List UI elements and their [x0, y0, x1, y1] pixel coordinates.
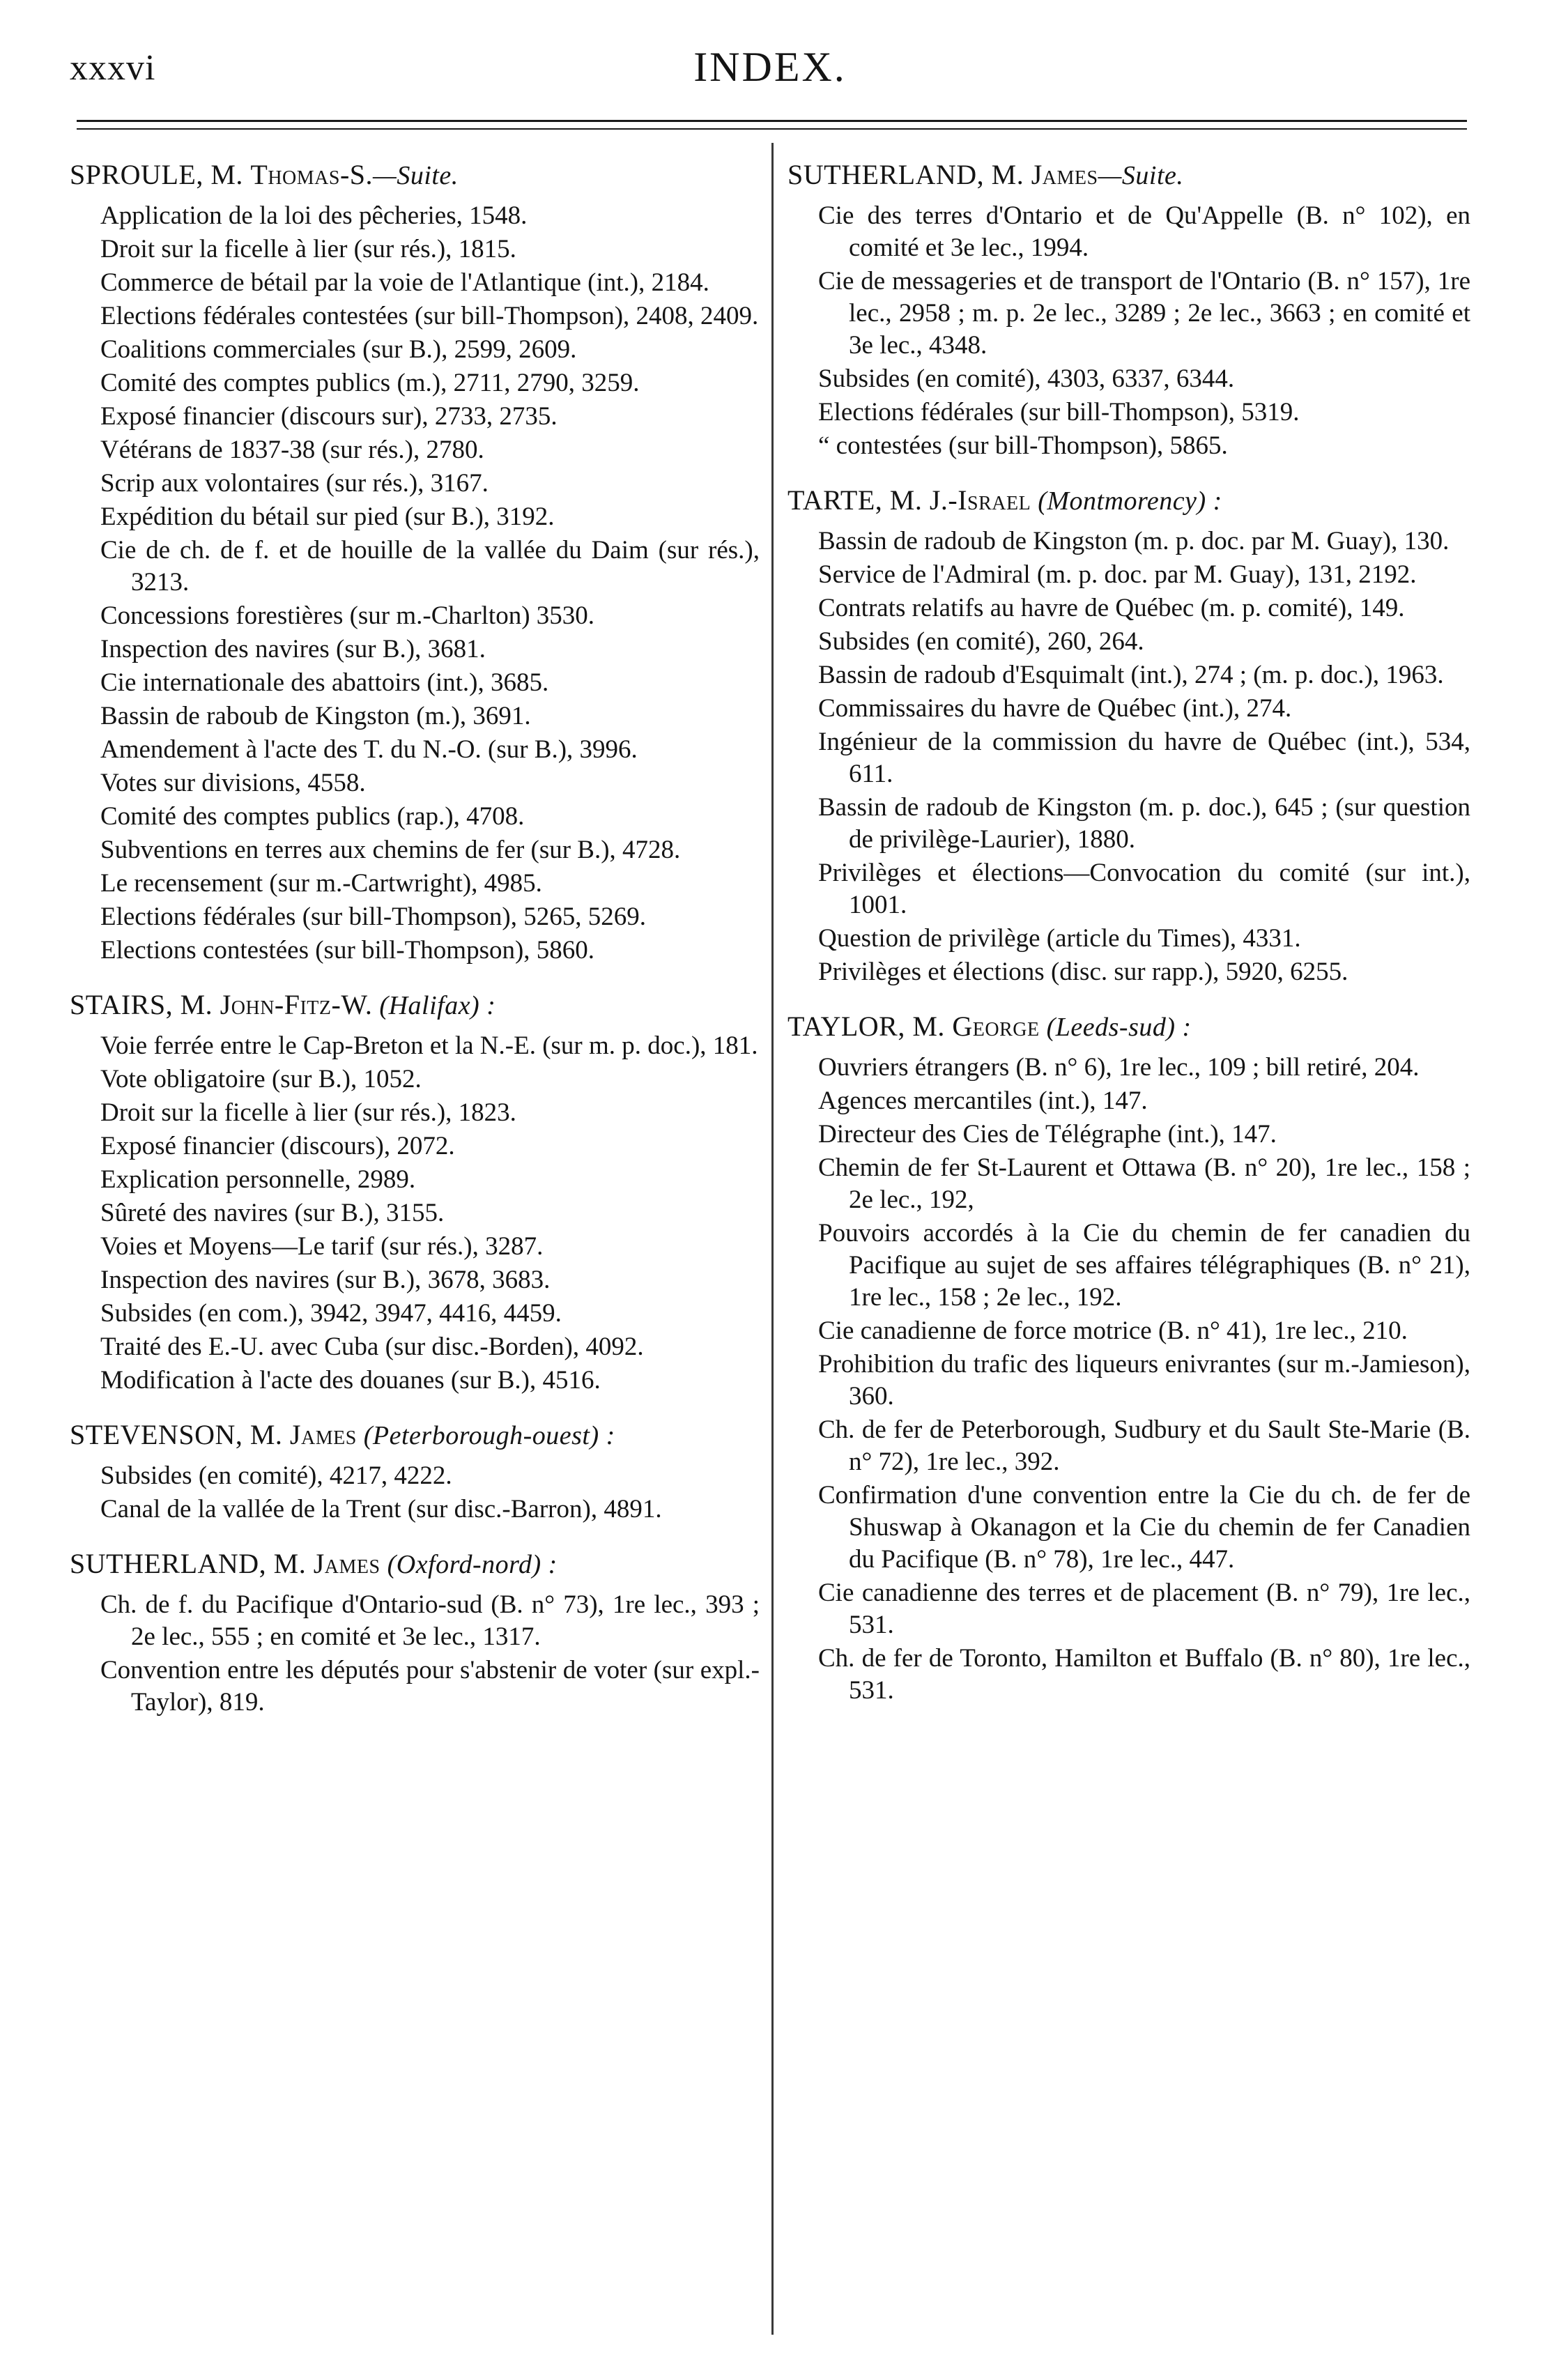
- index-item: Sûreté des navires (sur B.), 3155.: [100, 1199, 445, 1227]
- index-item: Commerce de bétail par la voie de l'Atlantique (int.), 2184.: [100, 268, 709, 297]
- member-given-name: James: [1031, 159, 1098, 190]
- left-column: [70, 155, 760, 1737]
- member-surname: STEVENSON, M.: [70, 1419, 290, 1450]
- index-item: Subventions en terres aux chemins de fer (sur B.), 4728.: [100, 836, 681, 864]
- index-entry: [787, 480, 1470, 988]
- index-item: Cie de messageries et de transport de l'Ontario (B. n° 157), 1re lec., 2958 ; m. p. 2e lec., 3289 ; 2e lec., 3663 ; en comité et 3e lec., 4348.: [818, 267, 1470, 360]
- index-item: Explication personnelle, 2989.: [100, 1165, 416, 1194]
- index-item: Inspection des navires (sur B.), 3681.: [100, 635, 486, 663]
- index-item: Ingénieur de la commission du havre de Québec (int.), 534, 611.: [818, 728, 1470, 788]
- index-item: Concessions forestières (sur m.-Charlton) 3530.: [100, 601, 595, 630]
- page-header: [70, 33, 1470, 110]
- entry-items: [70, 1589, 760, 1719]
- index-item: Expédition du bétail sur pied (sur B.), 3192.: [100, 502, 555, 531]
- index-item: Privilèges et élections—Convocation du comité (sur int.), 1001.: [818, 859, 1470, 919]
- column-divider: [771, 143, 774, 2335]
- entry-heading: [787, 155, 1470, 196]
- index-item: Subsides (en comité), 4217, 4222.: [100, 1461, 452, 1490]
- member-given-name: Thomas-S.: [250, 159, 374, 190]
- entry-heading: [70, 985, 760, 1026]
- index-item: Chemin de fer St-Laurent et Ottawa (B. n° 20), 1re lec., 158 ; 2e lec., 192,: [818, 1153, 1470, 1214]
- index-item: Convention entre les députés pour s'abstenir de voter (sur expl.-Taylor), 819.: [100, 1656, 760, 1717]
- index-item: Votes sur divisions, 4558.: [100, 769, 366, 797]
- index-item: Cie canadienne de force motrice (B. n° 41), 1re lec., 210.: [818, 1316, 1408, 1345]
- index-item: Directeur des Cies de Télégraphe (int.), 147.: [818, 1120, 1277, 1149]
- index-item: Voies et Moyens—Le tarif (sur rés.), 3287.: [100, 1232, 544, 1261]
- index-item: Ch. de fer de Peterborough, Sudbury et du Sault Ste-Marie (B. n° 72), 1re lec., 392.: [818, 1415, 1470, 1476]
- index-item: Cie internationale des abattoirs (int.), 3685.: [100, 668, 549, 697]
- index-entry: [70, 155, 760, 967]
- index-item: Elections fédérales (sur bill-Thompson), 5319.: [818, 398, 1300, 427]
- member-surname: TAYLOR, M.: [787, 1011, 953, 1042]
- entry-items: [70, 1460, 760, 1526]
- member-given-name: J.-Israel: [929, 484, 1031, 516]
- index-entry: [70, 985, 760, 1397]
- entry-heading: [70, 1544, 760, 1585]
- entry-heading: [787, 480, 1470, 521]
- index-item: Agences mercantiles (int.), 147.: [818, 1087, 1148, 1115]
- member-surname: TARTE, M.: [787, 484, 930, 516]
- index-item: Elections fédérales (sur bill-Thompson), 5265, 5269.: [100, 903, 646, 931]
- index-item: Scrip aux volontaires (sur rés.), 3167.: [100, 469, 489, 498]
- index-item: Commissaires du havre de Québec (int.), 274.: [818, 694, 1292, 723]
- index-item: Elections fédérales contestées (sur bill-Thompson), 2408, 2409.: [100, 302, 759, 330]
- entry-heading: [787, 1006, 1470, 1047]
- index-item: Privilèges et élections (disc. sur rapp.), 5920, 6255.: [818, 958, 1348, 986]
- index-item: Question de privilège (article du Times), 4331.: [818, 924, 1301, 953]
- index-item: Inspection des navires (sur B.), 3678, 3683.: [100, 1266, 551, 1294]
- index-item: Bassin de radoub de Kingston (m. p. doc.), 645 ; (sur question de privilège-Laurier), 1880.: [818, 793, 1470, 854]
- page-number: xxxvi: [70, 48, 156, 88]
- index-item: Le recensement (sur m.-Cartwright), 4985.: [100, 869, 542, 898]
- member-given-name: James: [313, 1548, 381, 1579]
- index-item: Modification à l'acte des douanes (sur B.), 4516.: [100, 1366, 601, 1395]
- member-surname: SUTHERLAND, M.: [787, 159, 1031, 190]
- entry-items: [787, 525, 1470, 988]
- index-entry: [70, 1544, 760, 1719]
- member-surname: SPROULE, M.: [70, 159, 251, 190]
- member-riding: (Leeds-sud) :: [1039, 1013, 1192, 1042]
- index-item: Prohibition du trafic des liqueurs enivrantes (sur m.-Jamieson), 360.: [818, 1350, 1470, 1411]
- index-entry: [70, 1415, 760, 1526]
- index-item: Exposé financier (discours), 2072.: [100, 1132, 455, 1160]
- member-given-name: James: [289, 1419, 357, 1450]
- member-surname: SUTHERLAND, M.: [70, 1548, 314, 1579]
- index-entry: [787, 155, 1470, 462]
- member-riding: (Oxford-nord) :: [380, 1550, 558, 1579]
- index-item: Voie ferrée entre le Cap-Breton et la N.-E. (sur m. p. doc.), 181.: [100, 1031, 758, 1060]
- index-item: Cie de ch. de f. et de houille de la vallée du Daim (sur rés.), 3213.: [100, 536, 760, 597]
- member-riding: (Peterborough-ouest) :: [356, 1421, 615, 1450]
- member-riding: —Suite.: [1098, 161, 1184, 190]
- running-title: INDEX.: [693, 44, 847, 90]
- member-riding: —Suite.: [373, 161, 459, 190]
- right-column: [787, 155, 1470, 1725]
- index-item: Amendement à l'acte des T. du N.-O. (sur B.), 3996.: [100, 735, 638, 764]
- index-item: Vétérans de 1837-38 (sur rés.), 2780.: [100, 436, 484, 464]
- index-item: Comité des comptes publics (m.), 2711, 2790, 3259.: [100, 369, 640, 397]
- index-item: Droit sur la ficelle à lier (sur rés.), 1823.: [100, 1098, 516, 1127]
- entry-heading: [70, 1415, 760, 1456]
- member-riding: (Halifax) :: [372, 991, 496, 1020]
- index-item: Bassin de radoub de Kingston (m. p. doc. par M. Guay), 130.: [818, 527, 1450, 555]
- index-item: Subsides (en com.), 3942, 3947, 4416, 4459.: [100, 1299, 562, 1328]
- index-item: Coalitions commerciales (sur B.), 2599, 2609.: [100, 335, 577, 364]
- member-given-name: George: [952, 1011, 1040, 1042]
- index-item: Vote obligatoire (sur B.), 1052.: [100, 1065, 422, 1093]
- header-rule-thick: [77, 120, 1467, 122]
- index-item: Application de la loi des pêcheries, 1548.: [100, 201, 528, 230]
- index-entry: [787, 1006, 1470, 1707]
- index-item: Confirmation d'une convention entre la Cie du ch. de fer de Shuswap à Okanagon et la Cie du chemin de fer Canadien du Pacifique (B. n° 78), 1re lec., 447.: [818, 1481, 1470, 1574]
- header-rule-thin: [77, 128, 1467, 130]
- index-item: Exposé financier (discours sur), 2733, 2735.: [100, 402, 558, 431]
- index-item: Contrats relatifs au havre de Québec (m. p. comité), 149.: [818, 594, 1405, 622]
- index-item: Bassin de radoub d'Esquimalt (int.), 274 ; (m. p. doc.), 1963.: [818, 661, 1444, 689]
- index-item: Subsides (en comité), 260, 264.: [818, 627, 1144, 656]
- index-item: Traité des E.-U. avec Cuba (sur disc.-Borden), 4092.: [100, 1333, 644, 1361]
- index-item: Cie canadienne des terres et de placement (B. n° 79), 1re lec., 531.: [818, 1579, 1470, 1639]
- index-item: Ch. de fer de Toronto, Hamilton et Buffalo (B. n° 80), 1re lec., 531.: [818, 1644, 1470, 1705]
- entry-items: [787, 1052, 1470, 1707]
- index-item: Subsides (en comité), 4303, 6337, 6344.: [818, 364, 1235, 393]
- entry-heading: [70, 155, 760, 196]
- member-riding: (Montmorency) :: [1031, 486, 1222, 516]
- member-surname: STAIRS, M.: [70, 989, 220, 1020]
- entry-items: [70, 200, 760, 967]
- index-item: Service de l'Admiral (m. p. doc. par M. Guay), 131, 2192.: [818, 560, 1417, 589]
- index-item: Droit sur la ficelle à lier (sur rés.), 1815.: [100, 235, 516, 263]
- index-item: Elections contestées (sur bill-Thompson), 5860.: [100, 936, 595, 965]
- entry-items: [787, 200, 1470, 462]
- index-item: Ouvriers étrangers (B. n° 6), 1re lec., 109 ; bill retiré, 204.: [818, 1053, 1420, 1082]
- index-item: Bassin de raboub de Kingston (m.), 3691.: [100, 702, 531, 730]
- entry-items: [70, 1030, 760, 1397]
- index-item: Ch. de f. du Pacifique d'Ontario-sud (B. n° 73), 1re lec., 393 ; 2e lec., 555 ; en comité et 3e lec., 1317.: [100, 1590, 760, 1651]
- index-item: Comité des comptes publics (rap.), 4708.: [100, 802, 525, 831]
- index-item: “ contestées (sur bill-Thompson), 5865.: [818, 431, 1228, 460]
- index-item: Cie des terres d'Ontario et de Qu'Appelle (B. n° 102), en comité et 3e lec., 1994.: [818, 201, 1470, 262]
- index-item: Canal de la vallée de la Trent (sur disc.-Barron), 4891.: [100, 1495, 662, 1523]
- member-given-name: John-Fitz-W.: [220, 989, 373, 1020]
- index-item: Pouvoirs accordés à la Cie du chemin de fer canadien du Pacifique au sujet de ses affaires télégraphiques (B. n° 21), 1re lec., 158 ; 2e lec., 192.: [818, 1219, 1470, 1312]
